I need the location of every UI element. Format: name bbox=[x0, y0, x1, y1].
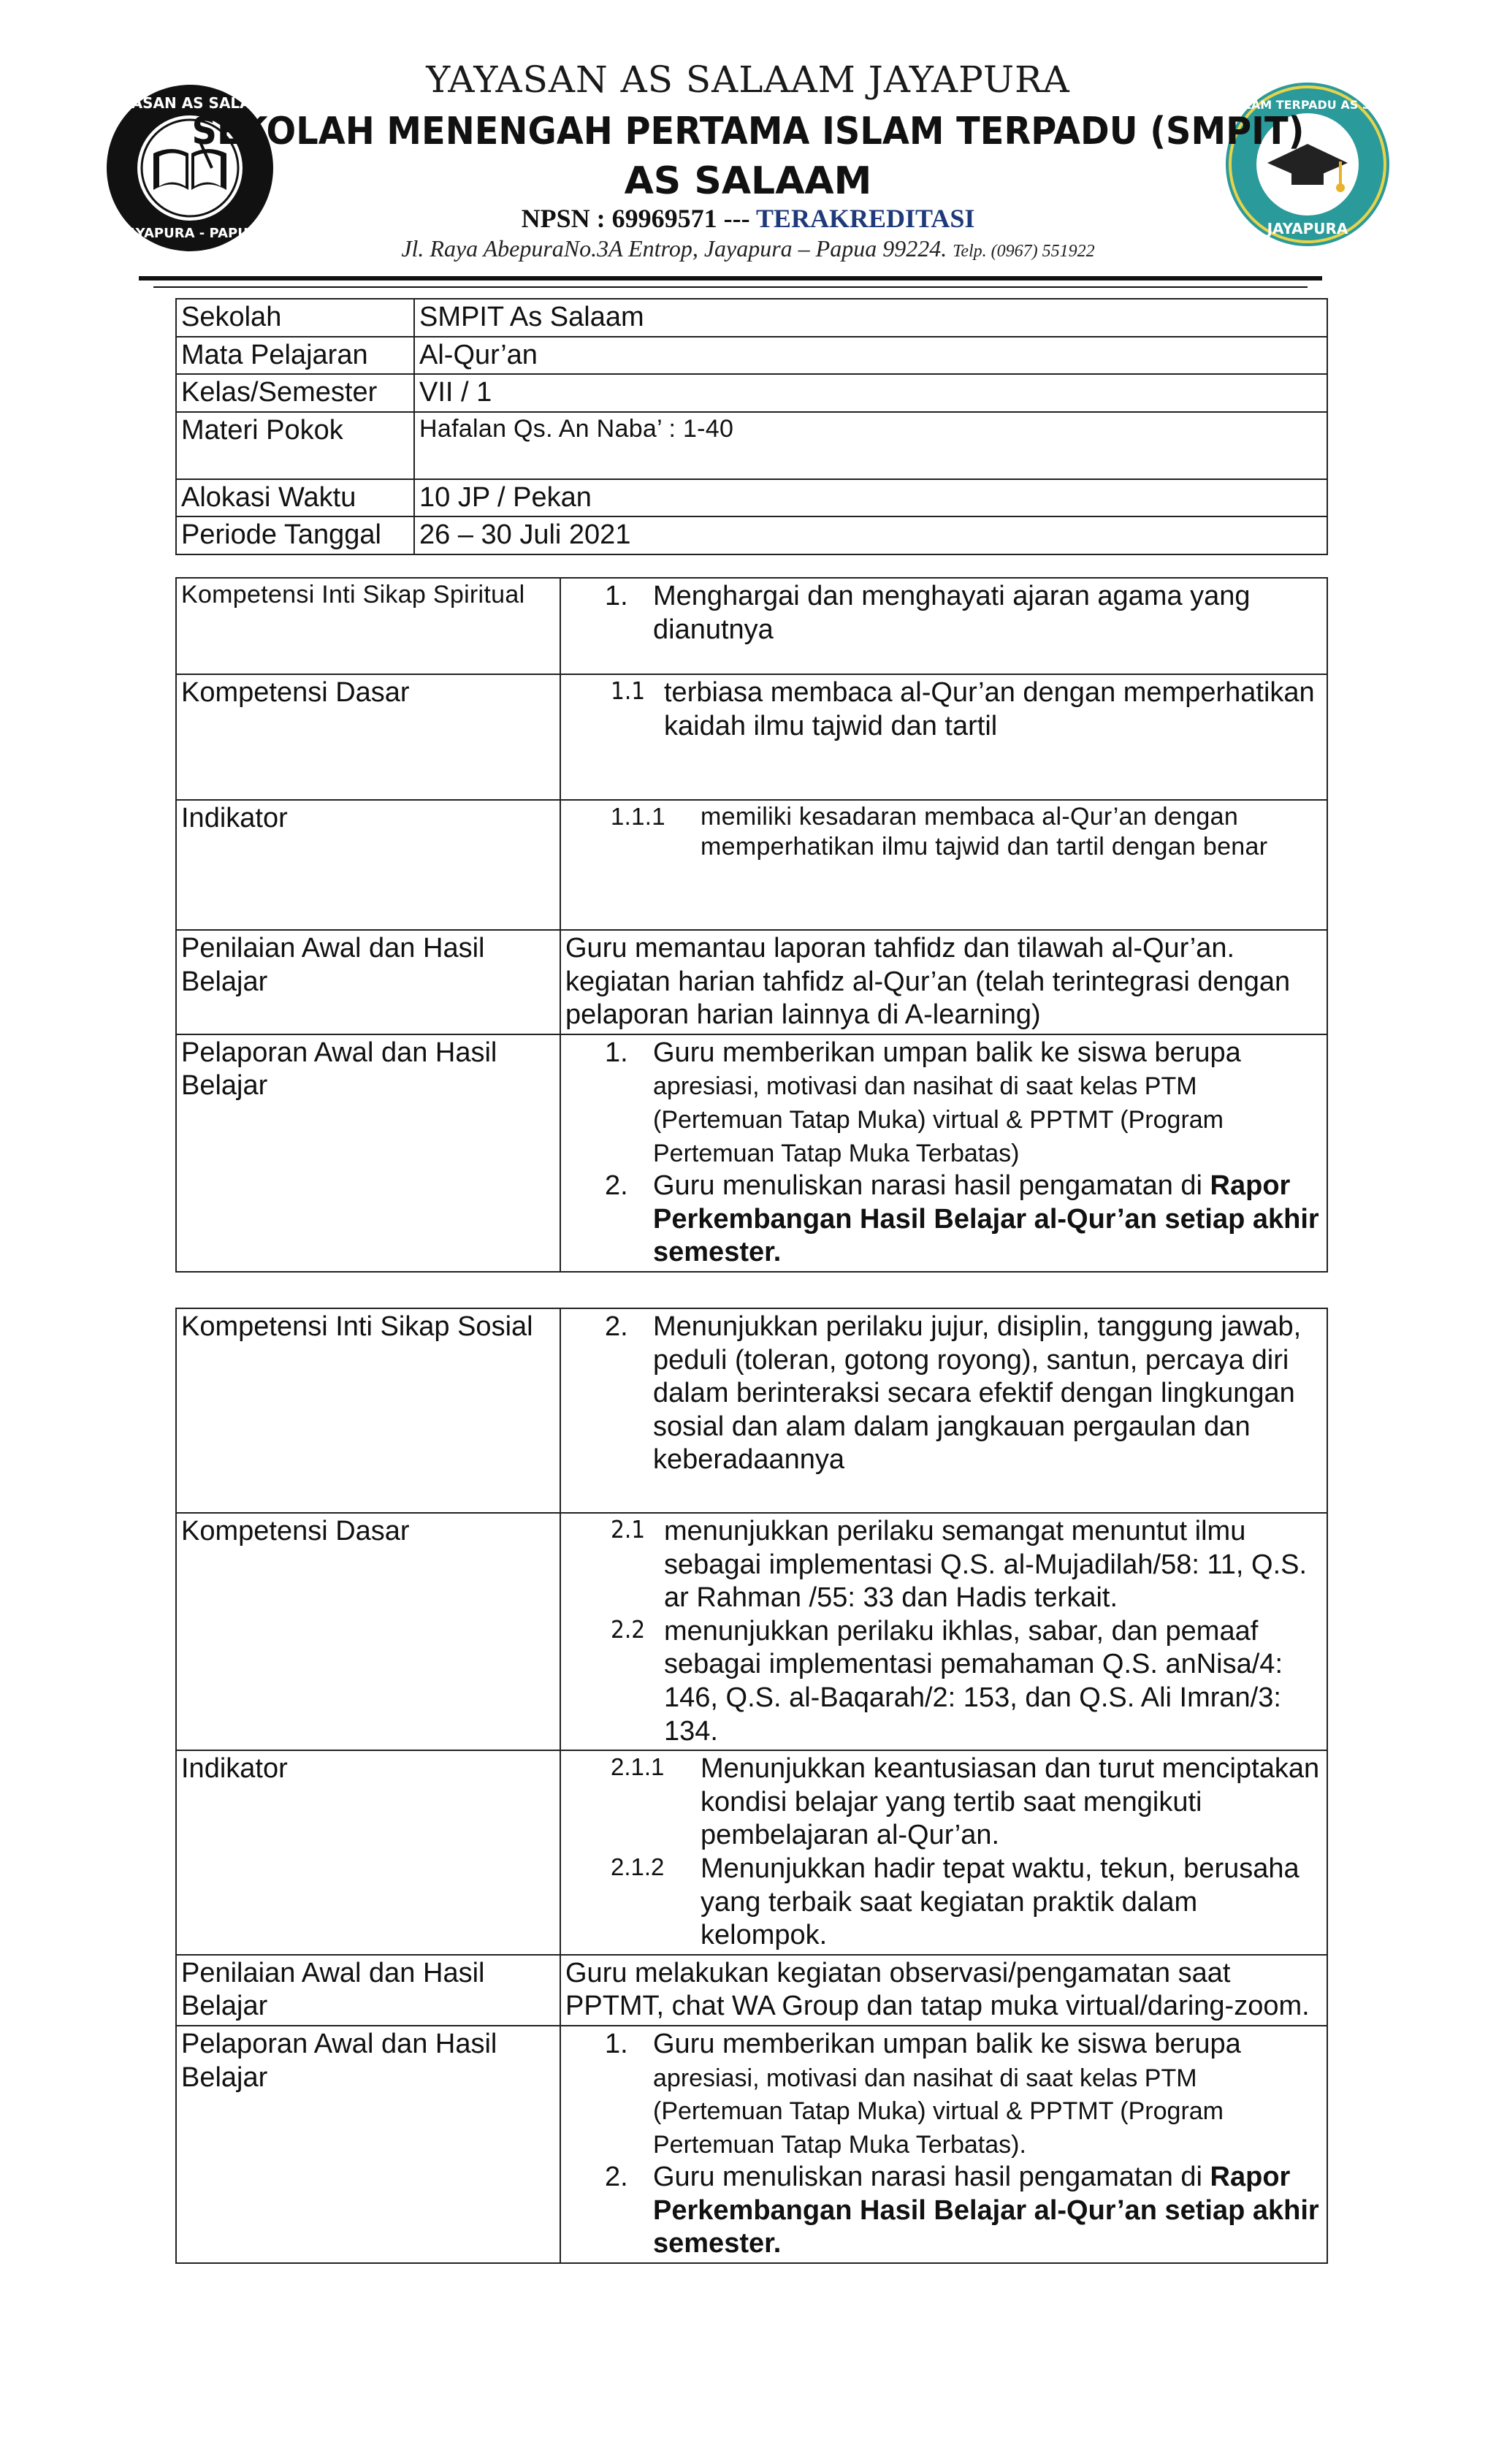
label-cell: Penilaian Awal dan Hasil Belajar bbox=[176, 1955, 560, 2026]
social-competency-table bbox=[175, 1308, 1328, 2264]
label-cell: Kompetensi Inti Sikap Sosial bbox=[176, 1308, 560, 1513]
value-cell bbox=[560, 674, 1327, 800]
table-row bbox=[176, 516, 1327, 554]
table-row bbox=[176, 1308, 1327, 1513]
svg-text:JAYAPURA: JAYAPURA bbox=[1267, 220, 1348, 237]
label-cell: Mata Pelajaran bbox=[176, 337, 414, 375]
label-cell: Pelaporan Awal dan Hasil Belajar bbox=[176, 2026, 560, 2263]
label-cell: Pelaporan Awal dan Hasil Belajar bbox=[176, 1034, 560, 1272]
label-cell: Sekolah bbox=[176, 299, 414, 337]
foundation-name: YAYASAN AS SALAAM JAYAPURA bbox=[426, 58, 1070, 101]
value-cell bbox=[560, 1513, 1327, 1750]
table-row bbox=[176, 337, 1327, 375]
label-cell: Indikator bbox=[176, 800, 560, 930]
list-text: Menunjukkan hadir tepat waktu, tekun, berusaha yang terbaik saat kegiatan praktik dalam kelompok. bbox=[701, 1853, 1300, 1951]
spiritual-competency-table bbox=[175, 577, 1328, 1273]
table-row bbox=[176, 1513, 1327, 1750]
school-name-line1: SEKOLAH MENENGAH PERTAMA ISLAM TERPADU (SMPIT) bbox=[191, 110, 1305, 153]
list-number: 1. bbox=[605, 1037, 628, 1068]
letterhead bbox=[0, 0, 1496, 292]
list-text: terbiasa membaca al-Qur’an dengan memperhatikan kaidah ilmu tajwid dan tartil bbox=[664, 677, 1315, 741]
table-row bbox=[176, 2026, 1327, 2263]
list-number: 2.1.1 bbox=[611, 1753, 665, 1781]
list-text: Guru menuliskan narasi hasil pengamatan di bbox=[653, 1170, 1202, 1202]
label-cell: Kompetensi Dasar bbox=[176, 1513, 560, 1750]
list-text-bold: Rapor Perkembangan Hasil Belajar al-Qur’an setiap akhir semester. bbox=[653, 1170, 1319, 1268]
list-number: 2. bbox=[605, 1170, 628, 1202]
label-cell: Materi Pokok bbox=[176, 412, 414, 479]
list-number: 2. bbox=[605, 2162, 628, 2193]
label-cell: Kompetensi Dasar bbox=[176, 674, 560, 800]
header-rule-thin bbox=[153, 286, 1308, 288]
value-cell bbox=[560, 2026, 1327, 2263]
list-number: 2. bbox=[605, 1311, 628, 1342]
svg-text:YAYASAN AS SALAAM: YAYASAN AS SALAAM bbox=[102, 94, 278, 112]
list-number: 2.2 bbox=[611, 1614, 646, 1644]
school-name-line2: AS SALAAM bbox=[624, 159, 872, 203]
table-row bbox=[176, 299, 1327, 337]
label-cell: Periode Tanggal bbox=[176, 516, 414, 554]
label-cell: Kompetensi Inti Sikap Spiritual bbox=[176, 578, 560, 674]
phone: Telp. (0967) 551922 bbox=[953, 242, 1095, 261]
value-cell: 10 JP / Pekan bbox=[414, 479, 1327, 517]
svg-text:SMP ISLAM TERPADU AS SALAAM: SMP ISLAM TERPADU AS SALAAM bbox=[1198, 98, 1417, 112]
value-cell bbox=[560, 800, 1327, 930]
list-text: memiliki kesadaran membaca al-Qur’an dengan memperhatikan ilmu tajwid dan tartil dengan benar bbox=[701, 803, 1268, 861]
value-cell: Guru memantau laporan tahfidz dan tilawah al-Qur’an. kegiatan harian tahfidz al-Qur’an (telah terintegrasi dengan pelaporan harian lainnya di A-learning) bbox=[560, 930, 1327, 1034]
value-cell: Hafalan Qs. An Naba’ : 1-40 bbox=[414, 412, 1327, 479]
list-text: Menunjukkan keantusiasan dan turut menciptakan kondisi belajar yang tertib saat mengikuti pembelajaran al-Qur’an. bbox=[701, 1753, 1320, 1851]
label-cell: Alokasi Waktu bbox=[176, 479, 414, 517]
value-cell bbox=[560, 1034, 1327, 1272]
list-text: Menunjukkan perilaku jujur, disiplin, tanggung jawab, peduli (toleran, gotong royong), santun, percaya diri dalam berinteraksi secara efektif dengan lingkungan sosial dan alam dalam jangkauan pergaulan dan keberadaannya bbox=[653, 1311, 1302, 1476]
address-line bbox=[0, 235, 1496, 262]
list-text: menunjukkan perilaku semangat menuntut ilmu sebagai implementasi Q.S. al-Mujadilah/58: 11, Q.S. ar Rahman /55: 33 dan Hadis terkait. bbox=[664, 1516, 1308, 1614]
list-number: 1.1 bbox=[611, 676, 646, 705]
accreditation: TERAKREDITASI bbox=[755, 204, 975, 233]
table-row bbox=[176, 930, 1327, 1034]
value-cell: SMPIT As Salaam bbox=[414, 299, 1327, 337]
table-row bbox=[176, 674, 1327, 800]
table-row bbox=[176, 479, 1327, 517]
list-text: apresiasi, motivasi dan nasihat di saat kelas PTM (Pertemuan Tatap Muka) virtual & PPTMT (Program Pertemuan Tatap Muka Terbatas). bbox=[653, 2064, 1224, 2159]
npsn: NPSN : 69969571 --- bbox=[521, 204, 750, 233]
list-number: 1. bbox=[605, 2028, 628, 2059]
list-text: Guru menuliskan narasi hasil pengamatan di bbox=[653, 2162, 1202, 2193]
label-cell: Kelas/Semester bbox=[176, 374, 414, 412]
table-row bbox=[176, 1034, 1327, 1272]
value-cell: Al-Qur’an bbox=[414, 337, 1327, 375]
label-cell: Indikator bbox=[176, 1750, 560, 1955]
identity-table bbox=[175, 298, 1328, 555]
list-text: menunjukkan perilaku ikhlas, sabar, dan pemaaf sebagai implementasi pemahaman Q.S. anNisa/4: 146, Q.S. al-Baqarah/2: 153, dan Q.S. Ali Imran/3: 134. bbox=[664, 1615, 1283, 1747]
list-text-bold: Rapor Perkembangan Hasil Belajar al-Qur’an setiap akhir semester. bbox=[653, 2162, 1319, 2259]
value-cell bbox=[560, 1308, 1327, 1513]
value-cell: Guru melakukan kegiatan observasi/pengamatan saat PPTMT, chat WA Group dan tatap muka virtual/daring-zoom. bbox=[560, 1955, 1327, 2026]
header-rule-thick bbox=[139, 276, 1322, 281]
list-number: 1.1.1 bbox=[611, 803, 665, 830]
list-number: 2.1 bbox=[611, 1515, 646, 1544]
label-cell: Penilaian Awal dan Hasil Belajar bbox=[176, 930, 560, 1034]
table-row bbox=[176, 1955, 1327, 2026]
table-row bbox=[176, 1750, 1327, 1955]
npsn-line bbox=[0, 203, 1496, 234]
value-cell bbox=[560, 1750, 1327, 1955]
value-cell: 26 – 30 Juli 2021 bbox=[414, 516, 1327, 554]
list-text: Guru memberikan umpan balik ke siswa berupa bbox=[653, 2028, 1241, 2059]
svg-text:JAYAPURA - PAPUA: JAYAPURA - PAPUA bbox=[121, 226, 259, 241]
list-text: apresiasi, motivasi dan nasihat di saat kelas PTM (Pertemuan Tatap Muka) virtual & PPTMT (Program Pertemuan Tatap Muka Terbatas) bbox=[653, 1072, 1224, 1167]
list-number: 1. bbox=[605, 581, 628, 611]
value-cell bbox=[560, 578, 1327, 674]
table-row bbox=[176, 412, 1327, 479]
list-text: Menghargai dan menghayati ajaran agama yang dianutnya bbox=[653, 581, 1251, 645]
table-row bbox=[176, 800, 1327, 930]
list-text: Guru memberikan umpan balik ke siswa berupa bbox=[653, 1037, 1241, 1068]
table-row bbox=[176, 374, 1327, 412]
table-row bbox=[176, 578, 1327, 674]
list-number: 2.1.2 bbox=[611, 1853, 665, 1880]
value-cell: VII / 1 bbox=[414, 374, 1327, 412]
address: Jl. Raya AbepuraNo.3A Entrop, Jayapura – Papua 99224. bbox=[401, 235, 947, 262]
